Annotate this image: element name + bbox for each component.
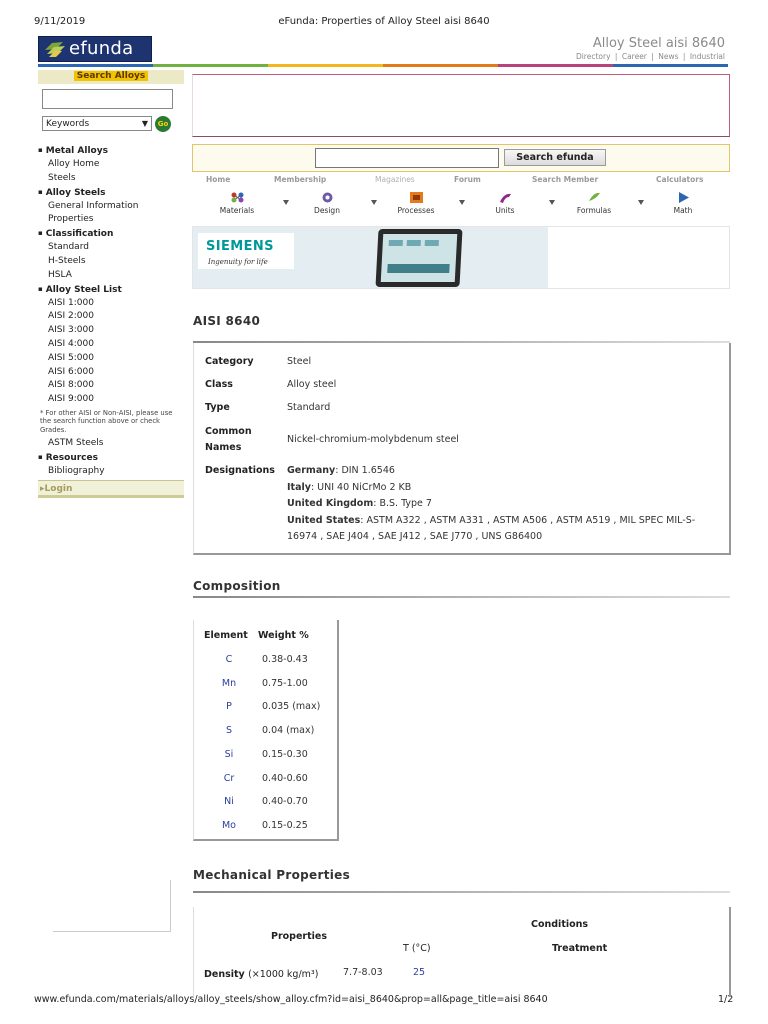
site-search-bar [192, 144, 730, 172]
sidebar-item[interactable]: AISI 6:000 [48, 366, 94, 377]
sidebar-item[interactable]: AISI 9:000 [48, 394, 94, 405]
link-separator: | [651, 52, 654, 61]
designation: Italy: UNI 40 NiCrMo 2 KB [287, 481, 412, 493]
link-separator: | [682, 52, 686, 61]
siemens-tagline: Ingenuity for life [208, 258, 268, 266]
element-symbol[interactable]: Mn [221, 677, 237, 689]
sidebar-note: * For other AISI or Non-AISI, please use the search function above or check Grades. [40, 408, 173, 434]
print-date: 9/11/2019 [34, 16, 86, 27]
nav-units-label: Units [495, 206, 515, 215]
nav-forum[interactable]: Forum [454, 175, 481, 184]
element-weight: 0.75-1.00 [262, 677, 308, 689]
gear-icon [320, 191, 335, 204]
sidebar-group[interactable]: ▪ Metal Alloys [38, 144, 188, 158]
nav-design[interactable] [282, 190, 372, 215]
sidebar-item[interactable]: HSLA [48, 269, 72, 280]
nav-math[interactable] [638, 190, 728, 215]
property-value: Nickel-chromium-molybdenum steel [287, 434, 459, 445]
sidebar-item[interactable]: General Information [48, 200, 139, 211]
property-value: Steel [287, 356, 312, 367]
search-efunda-button[interactable]: Search efunda [504, 149, 606, 166]
link-industrial[interactable]: Industrial [689, 52, 725, 61]
top-links [576, 52, 725, 61]
property-value: Alloy steel [287, 379, 337, 390]
sidebar-ad-box [53, 880, 171, 932]
nav-units[interactable] [460, 190, 550, 215]
sidebar-item[interactable]: Alloy Home [48, 159, 100, 169]
stripe-segment [498, 64, 613, 67]
element-symbol[interactable]: Mo [221, 819, 236, 831]
link-separator: | [614, 52, 618, 61]
stripe-segment [613, 64, 728, 67]
element-symbol[interactable]: Si [224, 748, 234, 760]
nav-magazines[interactable]: Magazines [375, 175, 415, 184]
nav-materials[interactable] [192, 190, 282, 215]
alloy-search-input[interactable] [42, 89, 173, 109]
color-stripe [38, 64, 728, 67]
property-label: Category [205, 356, 254, 367]
print-title: eFunda: Properties of Alloy Steel aisi 8640 [278, 16, 490, 27]
sidebar-nav [38, 144, 188, 479]
siemens-logo: SIEMENS [206, 239, 274, 254]
stripe-segment [153, 64, 268, 67]
stripe-segment [383, 64, 498, 67]
element-weight: 0.15-0.30 [262, 748, 308, 760]
element-weight: 0.035 (max) [262, 701, 321, 713]
alloy-properties-table [193, 343, 731, 555]
composition-table [193, 620, 339, 841]
nav-membership[interactable]: Membership [274, 175, 327, 184]
login-link[interactable]: ▸Login [40, 484, 73, 494]
print-url: www.efunda.com/materials/alloys/alloy_steels/show_alloy.cfm?id=aisi_8640&prop=all&page_title=aisi 8640 [34, 994, 548, 1005]
property-name: Density [204, 969, 245, 980]
sidebar-item[interactable]: ASTM Steels [48, 438, 104, 449]
column-header: Treatment [552, 943, 608, 954]
site-search-input[interactable] [315, 148, 499, 168]
column-header: T (°C) [403, 943, 431, 954]
siemens-logo-box [198, 233, 294, 269]
element-weight: 0.38-0.43 [262, 654, 308, 665]
link-career[interactable]: Career [621, 52, 647, 61]
element-symbol[interactable]: S [225, 725, 233, 737]
siemens-banner-ad[interactable] [192, 226, 730, 289]
designation: Germany: DIN 1.6546 [287, 465, 395, 476]
link-directory[interactable]: Directory [575, 52, 611, 61]
property-label: Type [205, 402, 230, 413]
search-alloys-label: Search Alloys [74, 71, 149, 81]
sidebar-group[interactable]: ▪ Alloy Steels [38, 186, 188, 200]
category-icon-bar [192, 190, 730, 222]
math-icon [676, 191, 691, 204]
nav-processes[interactable] [371, 190, 461, 215]
property-label: Class [205, 379, 233, 390]
stripe-segment [38, 64, 153, 67]
go-button[interactable]: Go [155, 116, 171, 132]
search-type-select[interactable] [42, 116, 152, 131]
alloy-title: AISI 8640 [193, 314, 261, 328]
sidebar-item[interactable]: Steels [48, 172, 76, 183]
property-value: 7.7-8.03 [343, 967, 383, 978]
page-title: Alloy Steel aisi 8640 [592, 36, 725, 51]
search-type-value: Keywords [46, 119, 90, 129]
nav-search-member[interactable]: Search Member [532, 175, 599, 184]
element-weight: 0.15-0.25 [262, 819, 308, 831]
sidebar-group[interactable]: ▪ Classification [38, 227, 188, 241]
element-symbol[interactable]: C [225, 654, 233, 665]
efunda-logo[interactable] [38, 36, 152, 62]
nav-calculators[interactable]: Calculators [656, 175, 704, 184]
tablet-image [375, 229, 462, 287]
nav-home[interactable]: Home [206, 175, 231, 184]
processes-icon [409, 191, 424, 204]
nav-processes-label: Processes [397, 206, 435, 215]
designation: United Kingdom: B.S. Type 7 [287, 498, 432, 509]
column-header: Properties [271, 931, 327, 942]
sidebar-item[interactable]: Properties [48, 214, 94, 225]
login-bar[interactable] [38, 480, 184, 498]
nav-math-label: Math [673, 206, 693, 215]
top-nav [192, 175, 730, 187]
property-label: Designations [205, 465, 275, 476]
element-weight: 0.04 (max) [262, 725, 315, 737]
mechanical-title: Mechanical Properties [193, 868, 351, 882]
column-header: Element [204, 630, 248, 641]
sidebar-group[interactable]: ▪ Alloy Steel List [38, 283, 188, 297]
element-symbol[interactable]: P [226, 701, 232, 713]
temperature-value: 25 [413, 967, 426, 978]
sidebar-item[interactable]: AISI 5:000 [48, 352, 94, 363]
nav-design-label: Design [314, 206, 340, 215]
sidebar-item[interactable]: AISI 1:000 [48, 297, 94, 308]
table-row [204, 969, 318, 980]
sidebar-item[interactable]: Bibliography [48, 466, 105, 477]
dropdown-arrow-icon: ▼ [141, 119, 148, 128]
sidebar-item[interactable]: AISI 8:000 [48, 380, 94, 391]
sidebar-item[interactable]: AISI 3:000 [48, 325, 94, 336]
link-news[interactable]: News [658, 52, 679, 61]
column-header: Weight % [258, 630, 309, 641]
tablet-screen [381, 234, 458, 282]
logo-text: efunda [69, 38, 134, 59]
search-alloys-heading [38, 70, 184, 84]
section-divider [193, 596, 730, 598]
sidebar-item[interactable]: Standard [48, 242, 89, 253]
composition-title: Composition [193, 579, 281, 593]
stripe-segment [268, 64, 383, 67]
units-icon [498, 191, 513, 204]
formulas-icon [587, 191, 602, 204]
element-weight: 0.40-0.60 [262, 772, 308, 784]
print-page-number: 1/2 [718, 994, 734, 1005]
ad-box [192, 74, 730, 137]
property-unit: (×1000 kg/m³) [248, 969, 319, 980]
element-symbol[interactable]: Ni [224, 796, 234, 808]
dollar-wings-icon [43, 40, 67, 59]
property-label: Common Names [205, 426, 252, 453]
element-weight: 0.40-0.70 [262, 796, 308, 808]
nav-formulas[interactable] [549, 190, 639, 215]
nav-formulas-label: Formulas [576, 206, 612, 215]
designation: United States: ASTM A322 , ASTM A331 , ASTM A506 , ASTM A519 , MIL SPEC MIL-S-16974 , SAE J404 , SAE J412 , SAE J770 , UNS G86400 [287, 514, 696, 542]
designations-list [287, 463, 725, 546]
sidebar-item[interactable]: AISI 4:000 [48, 338, 94, 349]
sidebar-item[interactable]: H-Steels [48, 255, 86, 266]
section-divider [193, 891, 730, 893]
property-value: Standard [287, 402, 331, 413]
sidebar-item[interactable]: AISI 2:000 [48, 311, 94, 322]
nav-materials-label: Materials [219, 206, 255, 215]
molecule-icon [230, 191, 245, 204]
mechanical-properties-table [193, 907, 731, 997]
column-header: Conditions [531, 919, 589, 930]
sidebar-group[interactable]: ▪ Resources [38, 451, 188, 465]
element-symbol[interactable]: Cr [223, 772, 235, 784]
login-label: Login [44, 484, 73, 494]
